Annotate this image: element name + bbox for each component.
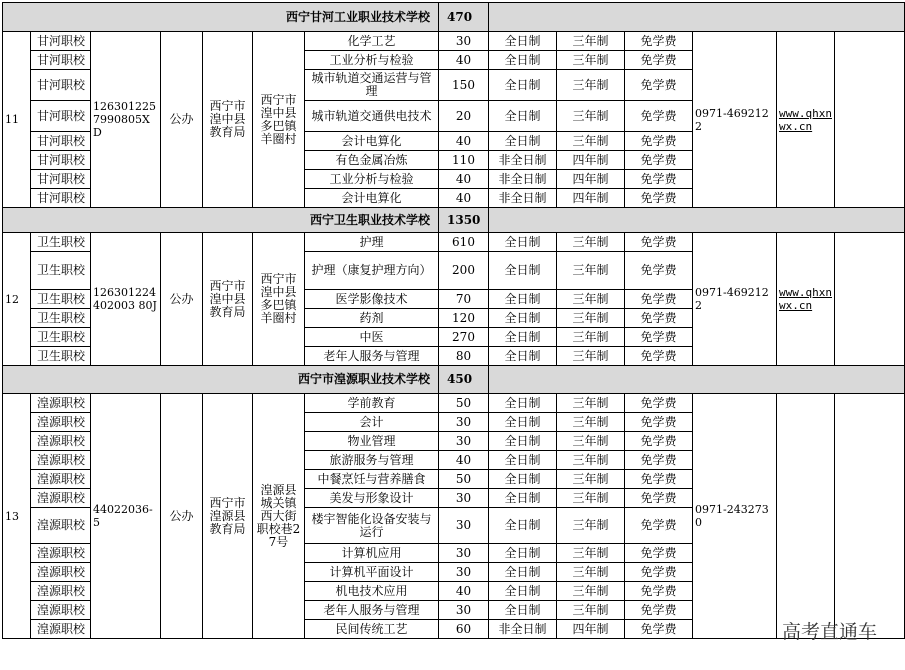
tuition-fee: 免学费 — [625, 101, 693, 132]
remarks-cell — [835, 394, 905, 639]
school-number: 13 — [3, 394, 31, 639]
study-years: 三年制 — [557, 563, 625, 582]
plan-count: 40 — [439, 51, 489, 70]
major-name: 护理 — [305, 233, 439, 252]
study-years: 三年制 — [557, 32, 625, 51]
plan-count: 40 — [439, 582, 489, 601]
header-filler — [489, 208, 905, 233]
study-mode: 全日制 — [489, 451, 557, 470]
header-filler — [489, 3, 905, 32]
school-abbr: 甘河职校 — [31, 189, 91, 208]
plan-count: 40 — [439, 132, 489, 151]
study-years: 三年制 — [557, 508, 625, 544]
school-abbr: 湟源职校 — [31, 394, 91, 413]
tuition-fee: 免学费 — [625, 51, 693, 70]
school-abbr: 卫生职校 — [31, 252, 91, 290]
plan-count: 40 — [439, 189, 489, 208]
school-abbr: 甘河职校 — [31, 32, 91, 51]
study-mode: 全日制 — [489, 70, 557, 101]
major-name: 计算机平面设计 — [305, 563, 439, 582]
school-authority: 西宁市湟中县教育局 — [203, 32, 253, 208]
header-filler — [489, 366, 905, 394]
study-years: 三年制 — [557, 101, 625, 132]
study-mode: 全日制 — [489, 470, 557, 489]
school-abbr: 卫生职校 — [31, 290, 91, 309]
study-years: 三年制 — [557, 309, 625, 328]
school-nature: 公办 — [161, 32, 203, 208]
major-name: 会计 — [305, 413, 439, 432]
major-name: 药剂 — [305, 309, 439, 328]
study-years: 三年制 — [557, 51, 625, 70]
study-mode: 全日制 — [489, 432, 557, 451]
study-mode: 全日制 — [489, 101, 557, 132]
tuition-fee: 免学费 — [625, 582, 693, 601]
school-abbr: 甘河职校 — [31, 151, 91, 170]
school-nature: 公办 — [161, 394, 203, 639]
plan-count: 30 — [439, 432, 489, 451]
major-name: 化学工艺 — [305, 32, 439, 51]
school-abbr: 湟源职校 — [31, 413, 91, 432]
school-header-row — [3, 366, 905, 394]
major-name: 老年人服务与管理 — [305, 347, 439, 366]
school-abbr: 湟源职校 — [31, 470, 91, 489]
plan-count: 30 — [439, 413, 489, 432]
study-mode: 全日制 — [489, 132, 557, 151]
tuition-fee: 免学费 — [625, 151, 693, 170]
school-name: 西宁甘河工业职业技术学校 — [3, 3, 439, 32]
major-name: 美发与形象设计 — [305, 489, 439, 508]
study-mode: 全日制 — [489, 508, 557, 544]
study-years: 三年制 — [557, 582, 625, 601]
study-mode: 非全日制 — [489, 620, 557, 639]
study-mode: 全日制 — [489, 252, 557, 290]
school-header-row — [3, 3, 905, 32]
school-address: 湟源县城关镇西大街职校巷27号 — [253, 394, 305, 639]
tuition-fee: 免学费 — [625, 563, 693, 582]
tuition-fee: 免学费 — [625, 189, 693, 208]
study-mode: 非全日制 — [489, 170, 557, 189]
school-abbr: 甘河职校 — [31, 132, 91, 151]
table-row — [3, 32, 905, 51]
study-years: 三年制 — [557, 544, 625, 563]
study-mode: 全日制 — [489, 601, 557, 620]
study-years: 三年制 — [557, 290, 625, 309]
study-years: 四年制 — [557, 151, 625, 170]
plan-count: 30 — [439, 544, 489, 563]
study-mode: 全日制 — [489, 563, 557, 582]
study-years: 三年制 — [557, 252, 625, 290]
study-years: 四年制 — [557, 620, 625, 639]
study-mode: 全日制 — [489, 394, 557, 413]
study-years: 三年制 — [557, 347, 625, 366]
school-abbr: 湟源职校 — [31, 601, 91, 620]
remarks-cell — [835, 32, 905, 208]
plan-count: 30 — [439, 601, 489, 620]
major-name: 计算机应用 — [305, 544, 439, 563]
tuition-fee: 免学费 — [625, 620, 693, 639]
tuition-fee: 免学费 — [625, 309, 693, 328]
major-name: 学前教育 — [305, 394, 439, 413]
study-years: 三年制 — [557, 394, 625, 413]
study-years: 三年制 — [557, 328, 625, 347]
school-quota: 1350 — [439, 208, 489, 233]
plan-count: 120 — [439, 309, 489, 328]
major-name: 旅游服务与管理 — [305, 451, 439, 470]
tuition-fee: 免学费 — [625, 489, 693, 508]
table-row — [3, 394, 905, 413]
enrollment-table-wrapper — [2, 2, 905, 639]
school-abbr: 卫生职校 — [31, 328, 91, 347]
plan-count: 80 — [439, 347, 489, 366]
tuition-fee: 免学费 — [625, 328, 693, 347]
plan-count: 50 — [439, 470, 489, 489]
tuition-fee: 免学费 — [625, 70, 693, 101]
plan-count: 60 — [439, 620, 489, 639]
enrollment-table — [2, 2, 905, 639]
school-abbr: 甘河职校 — [31, 70, 91, 101]
major-name: 机电技术应用 — [305, 582, 439, 601]
tuition-fee: 免学费 — [625, 170, 693, 189]
tuition-fee: 免学费 — [625, 601, 693, 620]
tuition-fee: 免学费 — [625, 544, 693, 563]
table-row — [3, 233, 905, 252]
major-name: 楼宇智能化设备安装与运行 — [305, 508, 439, 544]
study-mode: 全日制 — [489, 309, 557, 328]
tuition-fee: 免学费 — [625, 290, 693, 309]
school-website[interactable]: www.qhxnwx.cn — [777, 32, 835, 208]
major-name: 老年人服务与管理 — [305, 601, 439, 620]
major-name: 民间传统工艺 — [305, 620, 439, 639]
major-name: 医学影像技术 — [305, 290, 439, 309]
major-name: 工业分析与检验 — [305, 170, 439, 189]
major-name: 有色金属冶炼 — [305, 151, 439, 170]
study-mode: 全日制 — [489, 347, 557, 366]
study-mode: 全日制 — [489, 582, 557, 601]
study-years: 三年制 — [557, 601, 625, 620]
major-name: 中医 — [305, 328, 439, 347]
tuition-fee: 免学费 — [625, 508, 693, 544]
school-name: 西宁卫生职业技术学校 — [3, 208, 439, 233]
study-years: 四年制 — [557, 170, 625, 189]
school-abbr: 卫生职校 — [31, 309, 91, 328]
major-name: 城市轨道交通运营与管理 — [305, 70, 439, 101]
school-abbr: 湟源职校 — [31, 451, 91, 470]
school-phone: 0971-4692122 — [693, 32, 777, 208]
school-address: 西宁市湟中县多巴镇羊圈村 — [253, 233, 305, 366]
school-abbr: 甘河职校 — [31, 101, 91, 132]
school-website[interactable]: www.qhxnwx.cn — [777, 233, 835, 366]
study-years: 三年制 — [557, 233, 625, 252]
plan-count: 40 — [439, 451, 489, 470]
plan-count: 70 — [439, 290, 489, 309]
school-authority: 西宁市湟中县教育局 — [203, 233, 253, 366]
watermark-text: 高考直通车 — [781, 621, 877, 643]
major-name: 会计电算化 — [305, 132, 439, 151]
study-mode: 全日制 — [489, 328, 557, 347]
plan-count: 270 — [439, 328, 489, 347]
study-years: 三年制 — [557, 432, 625, 451]
plan-count: 200 — [439, 252, 489, 290]
major-name: 会计电算化 — [305, 189, 439, 208]
study-years: 三年制 — [557, 489, 625, 508]
study-years: 三年制 — [557, 70, 625, 101]
plan-count: 110 — [439, 151, 489, 170]
remarks-cell — [835, 233, 905, 366]
school-abbr: 湟源职校 — [31, 489, 91, 508]
school-number: 11 — [3, 32, 31, 208]
major-name: 工业分析与检验 — [305, 51, 439, 70]
plan-count: 610 — [439, 233, 489, 252]
major-name: 护理（康复护理方向） — [305, 252, 439, 290]
plan-count: 20 — [439, 101, 489, 132]
school-website — [777, 394, 835, 639]
school-code: 1263012257990805XD — [91, 32, 161, 208]
school-nature: 公办 — [161, 233, 203, 366]
tuition-fee: 免学费 — [625, 233, 693, 252]
plan-count: 30 — [439, 489, 489, 508]
study-years: 四年制 — [557, 189, 625, 208]
school-header-row — [3, 208, 905, 233]
school-abbr: 湟源职校 — [31, 582, 91, 601]
plan-count: 50 — [439, 394, 489, 413]
school-abbr: 甘河职校 — [31, 170, 91, 189]
school-quota: 450 — [439, 366, 489, 394]
study-mode: 全日制 — [489, 544, 557, 563]
school-abbr: 湟源职校 — [31, 620, 91, 639]
school-abbr: 湟源职校 — [31, 544, 91, 563]
plan-count: 30 — [439, 563, 489, 582]
plan-count: 30 — [439, 508, 489, 544]
major-name: 物业管理 — [305, 432, 439, 451]
study-mode: 非全日制 — [489, 151, 557, 170]
study-mode: 全日制 — [489, 32, 557, 51]
major-name: 城市轨道交通供电技术 — [305, 101, 439, 132]
study-mode: 全日制 — [489, 290, 557, 309]
plan-count: 150 — [439, 70, 489, 101]
study-years: 三年制 — [557, 413, 625, 432]
school-abbr: 卫生职校 — [31, 233, 91, 252]
school-phone: 0971-2432730 — [693, 394, 777, 639]
enrollment-table-body — [3, 3, 905, 639]
study-years: 三年制 — [557, 470, 625, 489]
school-address: 西宁市湟中县多巴镇羊圈村 — [253, 32, 305, 208]
tuition-fee: 免学费 — [625, 347, 693, 366]
tuition-fee: 免学费 — [625, 32, 693, 51]
school-authority: 西宁市湟源县教育局 — [203, 394, 253, 639]
school-quota: 470 — [439, 3, 489, 32]
tuition-fee: 免学费 — [625, 451, 693, 470]
tuition-fee: 免学费 — [625, 394, 693, 413]
school-abbr: 甘河职校 — [31, 51, 91, 70]
school-code: 44022036-5 — [91, 394, 161, 639]
school-code: 126301224402003 80J — [91, 233, 161, 366]
plan-count: 40 — [439, 170, 489, 189]
tuition-fee: 免学费 — [625, 252, 693, 290]
study-mode: 全日制 — [489, 233, 557, 252]
study-years: 三年制 — [557, 132, 625, 151]
school-abbr: 卫生职校 — [31, 347, 91, 366]
tuition-fee: 免学费 — [625, 413, 693, 432]
school-name: 西宁市湟源职业技术学校 — [3, 366, 439, 394]
school-phone: 0971-4692122 — [693, 233, 777, 366]
school-number: 12 — [3, 233, 31, 366]
study-mode: 全日制 — [489, 489, 557, 508]
study-mode: 非全日制 — [489, 189, 557, 208]
school-abbr: 湟源职校 — [31, 432, 91, 451]
study-mode: 全日制 — [489, 413, 557, 432]
study-mode: 全日制 — [489, 51, 557, 70]
major-name: 中餐烹饪与营养膳食 — [305, 470, 439, 489]
plan-count: 30 — [439, 32, 489, 51]
school-abbr: 湟源职校 — [31, 508, 91, 544]
school-abbr: 湟源职校 — [31, 563, 91, 582]
tuition-fee: 免学费 — [625, 132, 693, 151]
tuition-fee: 免学费 — [625, 470, 693, 489]
study-years: 三年制 — [557, 451, 625, 470]
tuition-fee: 免学费 — [625, 432, 693, 451]
